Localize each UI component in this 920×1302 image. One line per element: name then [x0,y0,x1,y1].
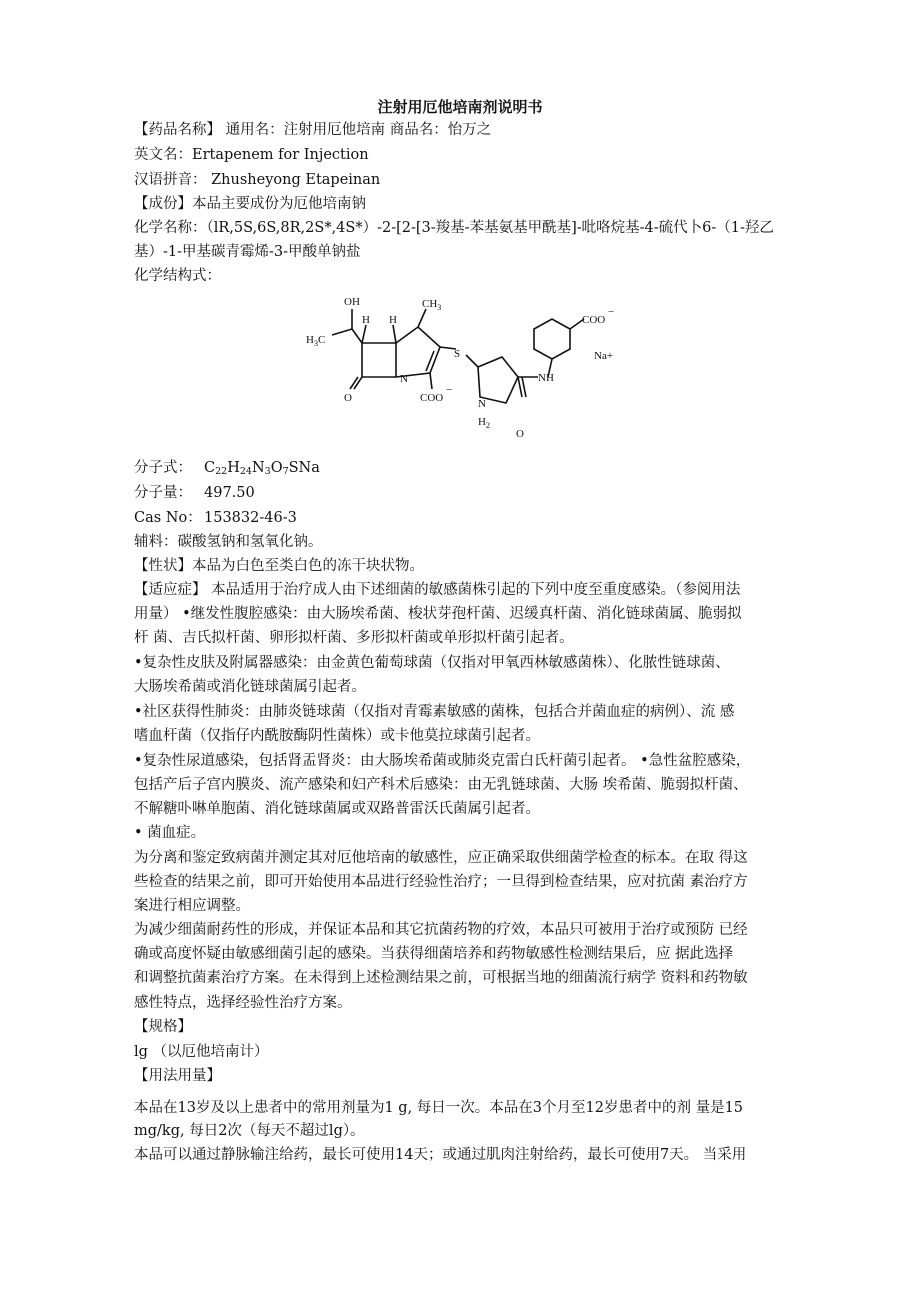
formula-line [134,458,320,482]
chemical-name-line-1: 化学名称：（lR,5S,6S,8R,2S*,4S*）-2-[2-[3-羧基-苯基氨基甲酰基]-吡咯烷基-4-硫代卜6-（1-羟乙 [134,220,774,236]
cas-label: Cas No： [134,510,202,526]
coo-bottom-label: COO [420,392,444,404]
molecular-weight-line [134,483,255,503]
nitrogen-label: N [400,373,408,385]
formula-label: 分子式： [134,460,192,476]
indications-line-7: 嗜血杆菌（仅指仔内酰胺酶阴性菌株）或卡他莫拉球菌引起者。 [134,728,540,744]
indications-line-6: •社区获得性肺炎：由肺炎链球菌（仅指对青霉素敏感的菌株，包括合并菌血症的病例）、流 感 [134,704,735,720]
indications-line-5: 大肠埃希菌或消化链球菌属引起者。 [134,679,366,695]
specification-heading: 【规格】 [134,1019,192,1035]
excipients-line: 辅料：碳酸氢钠和氢氧化钠。 [134,534,323,550]
h-left-label: H [362,314,370,326]
coo-top-minus: − [608,306,615,318]
oh-label: OH [344,296,360,308]
dosage-heading: 【用法用量】 [134,1068,221,1084]
paragraph-1-line-1: 为分离和鉴定致病菌并测定其对厄他培南的敏感性，应正确采取供细菌学检查的标本。在取 得这 [134,850,748,866]
coo-bottom-minus: − [446,384,453,396]
indications-line-8: •复杂性尿道感染，包括肾盂肾炎：由大肠埃希菌或肺炎克雷白氏杆菌引起者。 •急性盆腔感染， [134,753,751,769]
indications-line-3: 杆 菌、吉氏拟杆菌、卵形拟杆菌、多形拟杆菌或单形拟杆菌引起者。 [134,630,574,646]
description-line: 【性状】本品为白色至类白色的冻干块状物。 [134,558,424,574]
mw-label: 分子量： [134,485,192,501]
chemical-structure-diagram [300,285,640,445]
mw-value: 497.50 [204,485,255,501]
amide-o-label: O [516,428,524,440]
pinyin-line: 汉语拼音： Zhusheyong Etapeinan [134,172,381,188]
composition-line: 【成份】本品主要成份为厄他培南钠 [134,196,366,212]
indications-line-2: 用量） •继发性腹腔感染：由大肠埃希菌、梭状芽孢杆菌、迟缓真杆菌、消化链球菌属、脆弱拟 [134,606,742,622]
indications-line-1: 【适应症】 本品适用于治疗成人由下述细菌的敏感菌株引起的下列中度至重度感染。（参阅用法 [134,582,741,598]
specification-value: lg （以厄他培南计） [134,1044,269,1060]
paragraph-2-line-1: 为减少细菌耐药性的形成，并保证本品和其它抗菌药物的疗效，本品只可被用于治疗或预防 已经 [134,922,748,938]
structure-heading: 化学结构式： [134,268,221,284]
indications-line-10: 不解糖卟啉单胞菌、消化链球菌属或双路普雷沃氏菌属引起者。 [134,801,540,817]
ring-h2-label: $H_2$ [478,416,490,430]
sodium-label: Na+ [594,350,614,362]
formula-value: $C_{22}H_{24}N_3O_7SNa$ [204,460,320,477]
chemical-name-line-2: 基）-1-甲基碳青霉烯-3-甲酸单钠盐 [134,244,361,260]
paragraph-2-line-2: 确或高度怀疑由敏感细菌引起的感染。当获得细菌培养和药物敏感性检测结果后，应 据此选择 [134,946,734,962]
indications-line-4: •复杂性皮肤及附属器感染：由金黄色葡萄球菌（仅指对甲氧西林敏感菌株）、化脓性链球菌、 [134,655,730,671]
sulfur-label: S [454,348,461,360]
english-name-line: 英文名：Ertapenem for Injection [134,147,369,163]
dosage-line-1: 本品在13岁及以上患者中的常用剂量为1 g, 每日一次。本品在3个月至12岁患者中的剂 量是15 [134,1100,744,1116]
cas-value: 153832-46-3 [204,510,297,526]
coo-top-label: COO [582,314,606,326]
document-title: 注射用厄他培南剂说明书 [377,98,543,116]
paragraph-1-line-2: 些检查的结果之前，即可开始使用本品进行经验性治疗；一旦得到检查结果，应对抗菌 素治疗方 [134,874,748,890]
cas-line [134,508,297,528]
paragraph-2-line-3: 和调整抗菌素治疗方案。在未得到上述检测结果之前，可根据当地的细菌流行病学 资料和药物敏 [134,970,748,986]
indications-line-9: 包括产后子宫内膜炎、流产感染和妇产科术后感染：由无乳链球菌、大肠 埃希菌、脆弱拟杆菌、 [134,777,748,793]
indications-line-11: • 菌血症。 [134,825,206,841]
ch3-label: $CH_3$ [422,298,442,312]
h3c-label: $H_3C$ [306,334,326,348]
ring-n-label: N [478,398,486,410]
drug-name-line: 【药品名称】 通用名：注射用厄他培南 商品名：怡万之 [134,122,492,138]
h-right-label: H [389,314,397,326]
dosage-line-3: 本品可以通过静脉输注给药，最长可使用14天；或通过肌肉注射给药，最长可使用7天。 当采用 [134,1147,747,1163]
nh-label: NH [538,372,554,384]
dosage-line-2: mg/kg, 每日2次（每天不超过lg）。 [134,1123,365,1139]
paragraph-1-line-3: 案进行相应调整。 [134,898,250,914]
oxygen-label: O [344,392,352,404]
paragraph-2-line-4: 感性特点，选择经验性治疗方案。 [134,995,352,1011]
